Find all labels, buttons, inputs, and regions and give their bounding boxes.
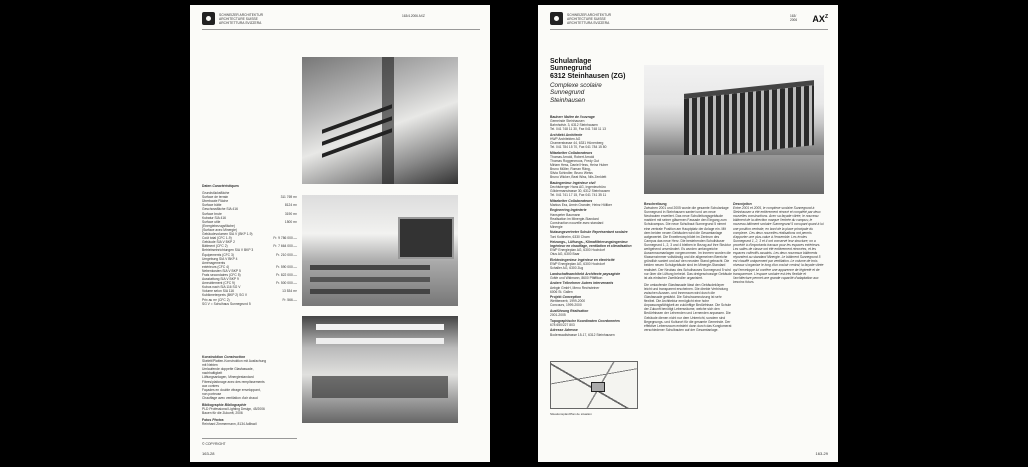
- data-label: Nebenkosten SIA V BKP 5: [202, 268, 241, 273]
- construction-line: aux contres: [202, 383, 220, 388]
- credit-line: Minergie: [550, 224, 563, 229]
- credit-line: HWP Architekten AG: [550, 136, 581, 141]
- credit-block: [550, 151, 642, 180]
- data-label: Gebäudevolumen SIA V (BKP 1-9): [202, 232, 253, 237]
- credit-heading: Bauingenieur Ingénieur civil: [550, 180, 596, 185]
- bibliography-line: PLD Professional Lighting Design, 45/2006: [202, 407, 265, 412]
- data-title: Daten Caractéristiques: [202, 184, 239, 188]
- bibliography-lines: [202, 407, 297, 415]
- data-section: [202, 184, 297, 306]
- data-value: Fr. 566.—: [282, 297, 297, 302]
- credit-block: [550, 281, 642, 293]
- credit-block: [550, 328, 642, 336]
- right-page-number: 163-29: [815, 451, 828, 456]
- credit-heading: Nutzungsvertreter Schule Représentant scolaire: [550, 230, 628, 235]
- data-label: Geschossfläche SIA 416: [202, 207, 238, 212]
- credit-line: Silvia Schindler, Bruno Weiss: [550, 171, 593, 176]
- credit-line: Schaller AG, 6300 Zug: [550, 266, 584, 271]
- credit-line: EWP Energieplan AG, 6300 Hochdorf: [550, 248, 605, 253]
- data-row: [202, 302, 297, 306]
- credit-line: 2001-2005: [550, 313, 566, 318]
- construction-line: Fibres/plafonage avec des remplissements: [202, 379, 265, 384]
- credit-line: Bahnhofstr. 3, 6312 Steinhausen: [550, 123, 598, 128]
- credit-line: Miriam Hess, Daniel Hess, Heinz Huber: [550, 163, 609, 168]
- data-value: 13 534 m³: [282, 289, 297, 294]
- credit-block: [550, 258, 642, 270]
- credit-line: Chamerstrasse 44, 6331 Hünenberg: [550, 141, 604, 146]
- construction-line: mit Nebien: [202, 363, 218, 368]
- credit-heading: Topographische Koordinaten Coordonnées: [550, 318, 620, 323]
- credit-line: Bruno Wicker, Beat Wiss, Nils Zenklett: [550, 175, 607, 180]
- construction-line: Skelett/Platten-Konstruktion mit Ausfachung: [202, 359, 267, 364]
- right-header: [550, 12, 828, 28]
- data-label: Équipements (CFC 3): [202, 252, 234, 257]
- construction-line: Chauffage avec ventilation d'air chaud: [202, 395, 258, 400]
- credit-line: EWP Energieplan AG, 6300 Hochdorf: [550, 262, 605, 267]
- credit-line: Otus AG, 6300 Baar: [550, 252, 580, 257]
- credit-heading: Andere Teilnehmer Autres intervenants: [550, 281, 614, 286]
- description-french: [733, 202, 825, 284]
- credit-line: Wettbewerb, 1999-2000: [550, 299, 586, 304]
- site-plan-caption: Situationsplan/Plan de situation: [550, 412, 592, 416]
- credit-line: Concours, 1999-2000: [550, 303, 582, 308]
- data-value: Fr. 500 000.—: [276, 281, 297, 286]
- room-interior-photo: [302, 316, 458, 423]
- credit-heading: Engineering Ingénierie: [550, 208, 587, 213]
- bibliography-line: Bauen für die Zukunft, 2006: [202, 411, 243, 416]
- data-label: Surface brute: [202, 211, 222, 216]
- data-value: Fr. 822 000.—: [276, 272, 297, 277]
- data-label: (Energiebezugsfläche): [202, 223, 235, 228]
- credit-line: Bodenwadistrasse 15-17, 6312 Steinhausen: [550, 332, 615, 337]
- classroom-photo: [302, 195, 458, 306]
- credit-block: [550, 230, 642, 238]
- credit-block: [550, 133, 642, 149]
- data-label: Gebäude SIA V BKP 2: [202, 240, 235, 245]
- photos-title: Fotos Photos: [202, 418, 224, 423]
- architecture-logo-icon: [550, 12, 563, 25]
- data-label: Grundstücksfläche: [202, 191, 230, 196]
- data-label: Kubus nach SIA 116 SG V: [202, 285, 241, 290]
- stair-interior-photo: [302, 57, 458, 184]
- left-page: [190, 5, 490, 462]
- data-value: Fr. 9 786 000.—: [273, 236, 297, 241]
- credit-block: [550, 309, 642, 317]
- credit-line: Toni Kolbheim, 6330 Cham: [550, 234, 590, 239]
- credit-heading: Elektroingenieur Ingénieur en électricité: [550, 258, 615, 262]
- credit-block: [550, 319, 642, 327]
- issue-number: 163/4.2006 AXZ: [402, 14, 425, 18]
- photo-credit: Reinhard Zimmermann, 8134 Adliswil: [202, 422, 257, 427]
- credit-block: [550, 199, 642, 207]
- description-de-title: Beschreibung: [644, 202, 667, 206]
- data-value: Fr. 590 000.—: [276, 264, 297, 269]
- construction-line: non porteuse: [202, 391, 222, 396]
- credit-line: Dechlsberger Hans AG, Ingenieurbüro: [550, 185, 606, 189]
- construction-lines: [202, 359, 297, 400]
- header-rule: [550, 29, 828, 30]
- data-label: Überbaute Fläche: [202, 199, 229, 204]
- data-label: Betriebseinrichtungen SIA V BKP 3: [202, 248, 254, 253]
- copyright-notice: © COPYRIGHT: [202, 442, 226, 446]
- credit-line: Bruno Müller, Roman Räng,: [550, 167, 591, 172]
- credit-heading: Projekt Conception: [550, 295, 582, 300]
- description-fr-text: Entre 2001 et 2005, le complexe scolaire Sunnegrund à Steinhausen a été entièrement rénové et complété par deux nouvelles constructions. Avec sa façade vitrée, le nouveau bâtiment de la direction marque l'entrée du campus; le nouveau bâtiment scolaire Sunnegrund 5 occupant quant à lui une position centrale, en bord de la place principale du complexe. Ces deux nouvelles réalisations ont permis d'apporter une plus-value à l'ensemble. Les écoles Sunnegrund 1, 2, 3 et 4 ont conservé leur structure; on a procédé à d'importants travaux pour les espaces extérieurs. Les salles de classe ont été entièrement rénovées, et les espaces collectifs assainis. Les deux nouveaux bâtiments répondent au standard Minergie. Le bâtiment Sunnegrund 5 est chauffé uniquement par ventilation. Le volume de trois niveaux s'organise le long d'un couloir central; la façade vitrée qui l'enveloppe lui confère une apparence de légèreté et de transparence. L'espace scolaire est très flexible et l'architecture permet une grande capacité d'adaptation aux besoins futurs.: [733, 206, 824, 284]
- institution-name: SCHWEIZER ARCHITEKTUR ARCHITECTURE SUISSE ARCHITETTURA SVIZZERA: [567, 13, 611, 25]
- left-header: [202, 12, 480, 28]
- construction-line: Façades en double vitrage enveloppant,: [202, 387, 261, 392]
- credit-heading: Adresse Adresse: [550, 328, 578, 333]
- credit-block: [550, 181, 642, 197]
- credit-heading: Ausführung Réalisation: [550, 309, 589, 314]
- description-fr-title: Description: [733, 202, 752, 206]
- data-value: 8124 m²: [284, 203, 297, 208]
- data-label: Frais secondaires (CFC 5): [202, 272, 241, 277]
- credit-line: Hanspeter Baumann: [550, 212, 581, 217]
- building-exterior-photo: [644, 65, 824, 194]
- credit-heading: Architekt Architecte: [550, 132, 583, 137]
- header-rule: [202, 29, 480, 30]
- credit-line: 6006 St. Gallen: [550, 289, 573, 294]
- construction-title: Konstruktion Construction: [202, 355, 246, 359]
- credit-heading: Heizungs-, Lüftungs-, Klimafiltrierungsingenieur Ingénieur en chauffage, ventilation et climatisation: [550, 240, 632, 249]
- credit-block: [550, 295, 642, 307]
- credit-line: Gemeinde Steinhausen: [550, 119, 585, 124]
- left-page-number: 163-28: [202, 451, 215, 456]
- project-credits: [550, 115, 642, 338]
- data-label: Surface bâtie: [202, 203, 222, 208]
- data-rows: [202, 191, 297, 306]
- data-value: 1500 m²: [284, 219, 297, 224]
- credit-line: Tel. 041 784 15 70, Fax 041 784 15 80: [550, 145, 607, 150]
- credit-line: Thomas Roggenmoos, Fredy Gut: [550, 158, 599, 163]
- construction-line: Lüftungsanlagen, Minergiestandard: [202, 375, 254, 380]
- project-title: Schulanlage Sunnegrund 6312 Steinhausen (ZG) Complexe scolaire Sunnegrund Steinhausen: [550, 58, 626, 104]
- site-plan-map: [550, 361, 638, 409]
- institution-name: SCHWEIZER ARCHITEKTUR ARCHITECTURE SUISSE ARCHITETTURA SVIZZERA: [219, 13, 263, 25]
- credit-line: Realisation im Minergie-Standard: [550, 216, 599, 221]
- description-german: [644, 202, 732, 332]
- data-label: Prix au m³ (CFC 2): [202, 297, 230, 302]
- data-label: SG V = Schulhaus Sunnegrund 5: [202, 301, 251, 306]
- credit-block: [550, 208, 642, 228]
- credit-line: Markus Ess, Armin Grander, Heinz Höltker: [550, 202, 612, 207]
- data-label: Volume selon SIA 116: [202, 289, 235, 294]
- credit-heading: Mitarbeiter Collaborateurs: [550, 198, 593, 203]
- data-label: Kubikmeterpreis (BKP 2) SG V: [202, 293, 248, 298]
- data-label: Aménagements: [202, 260, 226, 265]
- construction-line: nachhaltigkeit: [202, 371, 223, 376]
- data-label: Bâtiment (CFC 2): [202, 244, 228, 249]
- credit-heading: Mitarbeiter Collaborateurs: [550, 150, 593, 155]
- architecture-logo-icon: [202, 12, 215, 25]
- credit-block: [550, 240, 642, 256]
- credit-line: Gräfe und Widmann, 8600 Pfäffikon: [550, 275, 603, 280]
- data-label: Surface de terrain: [202, 195, 229, 200]
- data-label: Coût total (CFC 1-9): [202, 236, 232, 241]
- description-de-text: Zwischen 2001 und 2005 wurde die gesamte Schulanlage Sunnegrund in Steinhausen saniert und um neue Neubauten erweitert. Das neue Schulleitungsgebäude markiert mit seiner gläsernen Fassade den Eingang zum Schulcampus. Die neue Schulbaut Sunnegrund 5 nimmt eine zentrale Position am Hauptplatz der Anlage ein. Mit dem beiden neuen Gebäuden wird die Gesamtanlage aufgewertet. Die Erweiterung bildet im Zentrum des Campus das neue Herz. Die bestehenden Schulhäuser Sunnegrund 1, 2, 3 und 4 bleiben in Bezug auf ihre Struktur weitgehend unverändert. Es wurden umfangreiche Aussenraumanlagen vorgenommen. Im Inneren wurden die Klassenzimmer vollständig und die allgemeinen Bereiche gründlich saniert und auf den neusten Stand gebracht. Die beiden neuen Schulgebäude sind im Minergie-Standard realisiert. Der Neubau des Schulhauses Sunnegrund 5 wird nur über die Lüftung beheizt. Das dreigeschossige Gebäude ist als einfacher Zweibündler organisiert.: [644, 206, 732, 280]
- credit-block: [550, 272, 642, 280]
- data-label: Kubatur SIA 416: [202, 215, 227, 220]
- data-value: 311 769 m²: [280, 195, 297, 200]
- data-label: Ausstattung SIA V BKP 9: [202, 277, 239, 282]
- description-de-text-2: Die umlaufende Glasfassade lässt den Gebäudekörper leicht und transparent erscheinen. Die direkte Verbindung zwischen Aussen- und Innenraum wird durch die Glasfassade gestärkt. Die Schulraumnutzung ist sehr flexibel. Die Architektur ermöglicht eine hohe Anpassungsfähigkeit an zukünftige Bedürfnisse. Die Schule der Zukunft benötigt Lebensräume, welche sich den Bedürfnissen der Lehrenden und Lernenden anpassen. Die Gebäude dienen nicht nur dem Unterricht, sondern sind Begegnungs- und Kulturort für die gesamte Gemeinde. Der effektive Lebensraum entsteht dann durch das Konglomerat verschiedener Schulbauten auf der Gesamtanlage.: [644, 282, 732, 332]
- data-label: (Surface avec Minergie): [202, 227, 237, 232]
- construction-section: [202, 355, 297, 427]
- data-value: Fr. 210 000.—: [276, 252, 297, 257]
- credit-line: Göldermanstrasse 30, 6312 Steinhausen: [550, 189, 610, 194]
- data-label: Ameublement (CFC 9): [202, 281, 235, 286]
- data-label: Surface utile: [202, 219, 221, 224]
- credit-block: [550, 115, 642, 131]
- data-value: 3190 m²: [284, 211, 297, 216]
- bibliography-title: Bibliographie Bibliographie: [202, 403, 247, 408]
- credit-line: Construction nouvelle avec standard: [550, 220, 604, 225]
- credit-heading: Landschaftsarchitekt Architecte paysagiste: [550, 271, 621, 276]
- construction-line: Umlaufende doppelte Glasfassade,: [202, 367, 254, 372]
- data-label: Umgebung SIA V BKP 4: [202, 256, 238, 261]
- issue-number: 163/ 2006: [790, 14, 798, 22]
- credit-heading: Bauherr Maître de l'ouvrage: [550, 115, 595, 119]
- credit-line: 678 650/227 803: [550, 322, 575, 327]
- magazine-brand: $AX^Z$: [812, 14, 828, 24]
- copyright-rule: [202, 438, 297, 439]
- data-label: extérieurs (CFC 4): [202, 264, 230, 269]
- right-page: [538, 5, 838, 462]
- credit-line: Tel. 041 748 11 30, Fax 041 748 11 13: [550, 127, 606, 132]
- data-value: Fr. 7 664 000.—: [273, 244, 297, 249]
- credit-line: Tel. 041 741 17 15, Fax 041 741 35 11: [550, 193, 607, 198]
- credit-line: Thomas Arnold, Robert Arnold: [550, 154, 595, 159]
- credit-line: Aebgin GmbH, Meno Rechsteiner: [550, 285, 600, 290]
